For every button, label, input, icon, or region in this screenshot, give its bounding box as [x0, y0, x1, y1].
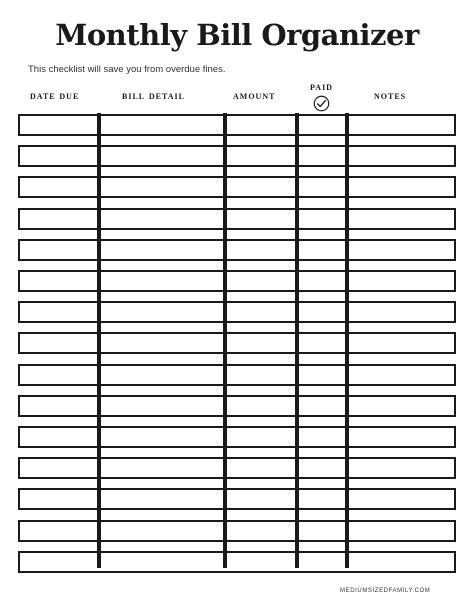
column-divider-4 — [345, 113, 349, 568]
table-row — [18, 301, 456, 323]
table-row — [18, 426, 456, 448]
table-row — [18, 364, 456, 386]
table-row — [18, 176, 456, 198]
column-header-amount: amount — [233, 90, 276, 102]
table-row — [18, 208, 456, 230]
check-circle-icon — [313, 95, 330, 112]
table-row — [18, 520, 456, 542]
table-row — [18, 270, 456, 292]
column-header-notes: notes — [374, 90, 407, 102]
column-header-paid: paid — [310, 81, 333, 93]
table-row — [18, 114, 456, 136]
table-row — [18, 145, 456, 167]
table-row — [18, 488, 456, 510]
footer-website: MEDIUMSIZEDFAMILY.COM — [340, 588, 431, 594]
page-title: Monthly Bill Organizer — [55, 18, 419, 52]
column-header-bill-detail: bill detail — [122, 90, 185, 102]
table-row — [18, 239, 456, 261]
table-row — [18, 332, 456, 354]
table-row — [18, 457, 456, 479]
table-row — [18, 551, 456, 573]
column-divider-1 — [97, 113, 101, 568]
column-divider-2 — [223, 113, 227, 568]
table-row — [18, 395, 456, 417]
page-subtitle: This checklist will save you from overdue fines. — [28, 64, 226, 75]
column-divider-3 — [295, 113, 299, 568]
column-header-date-due: date due — [30, 90, 80, 102]
